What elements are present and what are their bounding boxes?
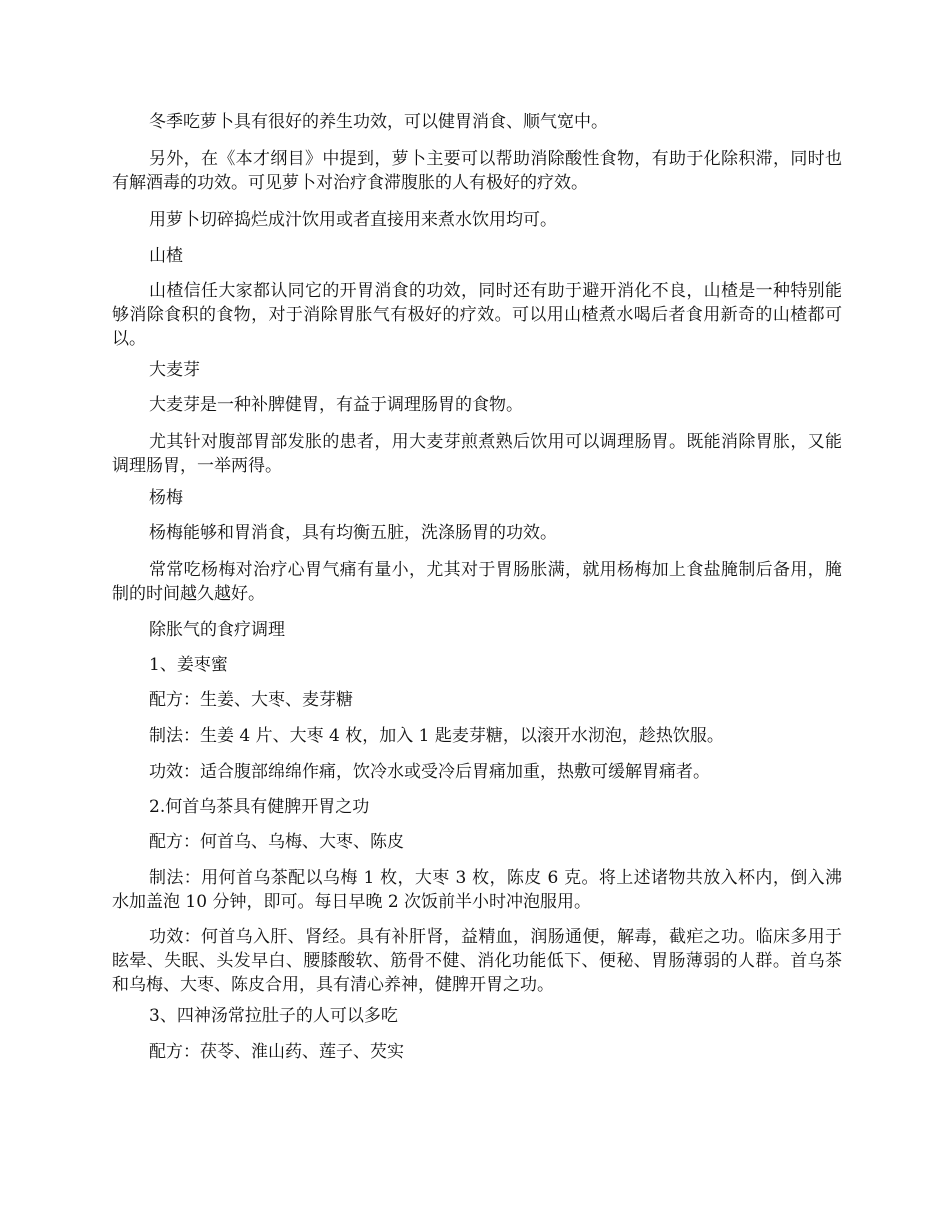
heading-barley-malt: 大麦芽 [149,360,200,380]
paragraph-barley-malt-usage: 尤其针对腹部胃部发胀的患者，用大麦芽煎煮熟后饮用可以调理肠胃。既能消除胃胀，又能调理肠胃，一举两得。 [112,432,842,476]
paragraph-hawthorn: 山楂信任大家都认同它的开胃消食的功效，同时还有助于避开消化不良，山楂是一种特别能够消除食积的食物，对于消除胃胀气有极好的疗效。可以用山楂煮水喝后者食用新奇的山楂都可以。 [112,281,842,349]
recipe-1-method: 制法：生姜 4 片、大枣 4 枚，加入 1 匙麦芽糖，以滚开水沏泡，趁热饮服。 [149,726,724,746]
heading-hawthorn: 山楂 [149,246,183,266]
recipe-2-effect: 功效：何首乌入肝、肾经。具有补肝肾，益精血，润肠通便，解毒，截疟之功。临床多用于眩晕、失眠、头发早白、腰膝酸软、筋骨不健、消化功能低下、便秘、胃肠薄弱的人群。首乌茶和乌梅、大枣、陈皮合用，具有清心养神，健脾开胃之功。 [112,927,842,995]
recipe-1-effect: 功效：适合腹部绵绵作痛，饮冷水或受冷后胃痛加重，热敷可缓解胃痛者。 [149,762,710,782]
paragraph-bayberry-usage: 常常吃杨梅对治疗心胃气痛有量小，尤其对于胃肠胀满，就用杨梅加上食盐腌制后备用，腌制的时间越久越好。 [112,560,842,604]
heading-diet-therapy: 除胀气的食疗调理 [149,620,285,640]
heading-bayberry: 杨梅 [149,488,183,508]
recipe-2-method: 制法：用何首乌茶配以乌梅 1 枚，大枣 3 枚，陈皮 6 克。将上述诸物共放入杯内，倒入沸水加盖泡 10 分钟，即可。每日早晚 2 次饭前半小时冲泡服用。 [112,868,842,912]
paragraph-radish-bencao: 另外，在《本才纲目》中提到，萝卜主要可以帮助消除酸性食物，有助于化除积滞，同时也有解酒毒的功效。可见萝卜对治疗食滞腹胀的人有极好的疗效。 [112,149,842,193]
heading-ginger-date-honey: 1、姜枣蜜 [149,655,228,675]
heading-four-gods-soup: 3、四神汤常拉肚子的人可以多吃 [149,1006,398,1026]
heading-heshouwu-tea: 2.何首乌茶具有健脾开胃之功 [149,797,370,817]
recipe-3-ingredients: 配方：茯苓、淮山药、莲子、芡实 [149,1042,404,1062]
paragraph-radish-intro: 冬季吃萝卜具有很好的养生功效，可以健胃消食、顺气宽中。 [149,112,608,132]
paragraph-radish-usage: 用萝卜切碎捣烂成汁饮用或者直接用来煮水饮用均可。 [149,210,557,230]
recipe-2-ingredients: 配方：何首乌、乌梅、大枣、陈皮 [149,832,404,852]
paragraph-bayberry-intro: 杨梅能够和胃消食，具有均衡五脏，洗涤肠胃的功效。 [149,523,557,543]
paragraph-barley-malt-intro: 大麦芽是一种补脾健胃，有益于调理肠胃的食物。 [149,395,523,415]
recipe-1-ingredients: 配方：生姜、大枣、麦芽糖 [149,690,353,710]
